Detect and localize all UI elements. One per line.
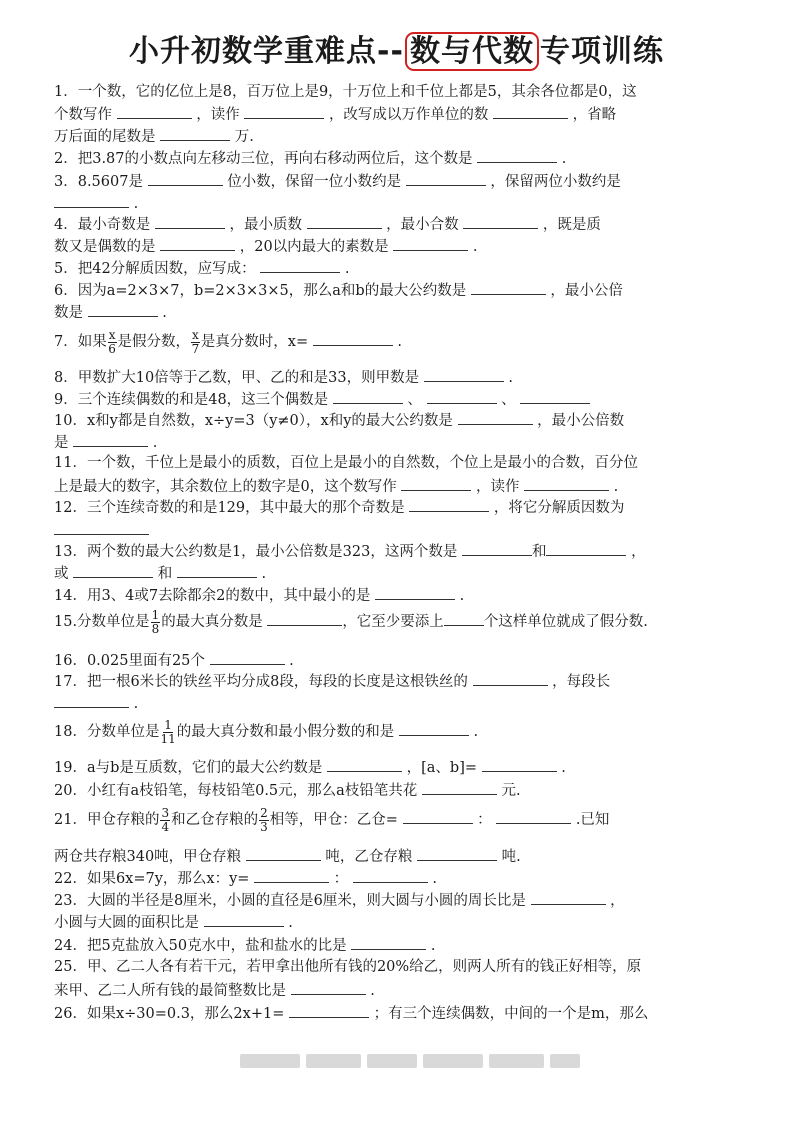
question-20: 20．小红有a枝铅笔，每枝铅笔0.5元，那么a枝铅笔共花 元. (54, 779, 766, 803)
question-14: 14．用3、4或7去除都余2的数中，其中最小的是 . (54, 584, 766, 608)
answer-blank[interactable] (471, 279, 546, 295)
answer-blank[interactable] (267, 610, 342, 626)
title-right: 专项训练 (539, 34, 664, 69)
answer-blank[interactable] (520, 388, 590, 404)
answer-blank[interactable] (88, 301, 158, 317)
question-1-line-1: 1．一个数，它的亿位上是8，百万位上是9，十万位上和千位上都是5，其余各位都是0，这 (54, 84, 637, 100)
answer-blank[interactable] (463, 213, 538, 229)
answer-blank[interactable] (260, 257, 340, 273)
question-26: 26．如果x÷30=0.3，那么2x+1= ；有三个连续偶数，中间的一个是m，那么 (54, 1002, 766, 1026)
question-1-line-3: 万后面的尾数是 万. (54, 125, 766, 149)
answer-blank[interactable] (524, 475, 609, 491)
question-13-line-2: 或 和 . (54, 562, 766, 586)
answer-blank[interactable] (160, 235, 235, 251)
question-25-line-2: 来甲、乙二人所有钱的最简整数比是 . (54, 979, 766, 1003)
answer-blank[interactable] (289, 1002, 369, 1018)
answer-blank[interactable] (210, 649, 285, 665)
answer-blank[interactable] (307, 213, 382, 229)
question-25-line-1: 25．甲、乙二人各有若干元，若甲拿出他所有钱的20%给乙，则两人所有的钱正好相等，原 (54, 959, 642, 975)
answer-blank[interactable] (155, 213, 225, 229)
answer-blank[interactable] (351, 934, 426, 950)
question-5: 5．把42分解质因数，应写成： . (54, 257, 766, 281)
answer-blank[interactable] (353, 867, 428, 883)
question-23-line-2: 小圆与大圆的面积比是 . (54, 911, 766, 935)
answer-blank[interactable] (327, 756, 402, 772)
fraction-1-over-11: $\frac{1}{11}$ (160, 717, 176, 746)
answer-blank[interactable] (444, 610, 484, 626)
question-18: 18．分数单位是 $\frac{1}{11}$ 的最大真分数和最小假分数的和是 . (54, 717, 479, 746)
answer-blank[interactable] (403, 808, 473, 824)
page-title (0, 26, 793, 70)
title-left: 小升初数学重难点-- (129, 34, 404, 69)
answer-blank[interactable] (244, 103, 324, 119)
question-3-line-2: . (54, 192, 766, 216)
fraction-1-over-8: $\frac{1}{8}$ (151, 607, 160, 636)
question-16: 16．0.025里面有25个 . (54, 649, 766, 673)
question-21-line-2: 两仓共存粮340吨，甲仓存粮 吨，乙仓存粮 吨. (54, 845, 766, 869)
question-3-line-1: 3．8.5607是 位小数，保留一位小数约是 ，保留两位小数约是 (54, 170, 766, 194)
question-4-line-1: 4．最小奇数是 ，最小质数 ，最小合数 ，既是质 (54, 213, 766, 237)
answer-blank[interactable] (493, 103, 568, 119)
title-boxed-topic: 数与代数 (405, 32, 539, 71)
answer-blank[interactable] (482, 756, 557, 772)
answer-blank[interactable] (409, 496, 489, 512)
answer-blank[interactable] (422, 779, 497, 795)
answer-blank[interactable] (148, 170, 223, 186)
answer-blank[interactable] (417, 845, 497, 861)
question-8: 8．甲数扩大10倍等于乙数，甲、乙的和是33，则甲数是 . (54, 366, 766, 390)
answer-blank[interactable] (73, 431, 148, 447)
answer-blank[interactable] (546, 540, 626, 556)
blurred-footer-watermark (240, 1054, 580, 1068)
question-22: 22．如果6x=7y，那么x：y= ： . (54, 867, 766, 891)
fraction-x-over-7: $\frac{x}{7}$ (191, 327, 200, 356)
answer-blank[interactable] (427, 388, 497, 404)
answer-blank[interactable] (477, 147, 557, 163)
fraction-x-over-6: $\frac{x}{6}$ (108, 327, 116, 356)
answer-blank[interactable] (424, 366, 504, 382)
question-21-line-1: 21．甲仓存粮的 $\frac{3}{4}$ 和乙仓存粮的 $\frac{2}{3}$ 相等，甲仓：乙仓= ： .已知 (54, 805, 610, 834)
answer-blank[interactable] (246, 845, 321, 861)
answer-blank[interactable] (496, 808, 571, 824)
answer-blank[interactable] (333, 388, 403, 404)
answer-blank[interactable] (160, 125, 230, 141)
question-6-line-1: 6．因为a=2×3×7，b=2×3×3×5，那么a和b的最大公约数是 ，最小公倍 (54, 279, 766, 303)
question-4-line-2: 数又是偶数的是 ，20以内最大的素数是 . (54, 235, 766, 259)
question-17-line-1: 17．把一根6米长的铁丝平均分成8段，每段的长度是这根铁丝的 ，每段长 (54, 670, 766, 694)
question-7: 7．如果 $\frac{x}{6}$ 是假分数， $\frac{x}{7}$ 是真分数时，x= . (54, 327, 402, 356)
question-19: 19．a与b是互质数，它们的最大公约数是 ，[a、b]= . (54, 756, 766, 780)
answer-blank[interactable] (458, 409, 533, 425)
question-23-line-1: 23．大圆的半径是8厘米，小圆的直径是6厘米，则大圆与小圆的周长比是 ， (54, 889, 766, 913)
question-15: 15.分数单位是 $\frac{1}{8}$ 的最大真分数是 ，它至少要添上 个这样单位就成了假分数. (54, 607, 648, 636)
question-11-line-2: 上是最大的数字，其余数位上的数字是0，这个数写作 ，读作 . (54, 475, 766, 499)
answer-blank[interactable] (177, 562, 257, 578)
answer-blank[interactable] (54, 192, 129, 208)
answer-blank[interactable] (531, 889, 606, 905)
question-17-line-2: . (54, 692, 766, 716)
question-12-line-1: 12．三个连续奇数的和是129，其中最大的那个奇数是 ，将它分解质因数为 (54, 496, 766, 520)
answer-blank[interactable] (401, 475, 471, 491)
answer-blank[interactable] (313, 330, 393, 346)
answer-blank[interactable] (462, 540, 532, 556)
fraction-3-over-4: $\frac{3}{4}$ (161, 805, 170, 834)
answer-blank[interactable] (117, 103, 192, 119)
answer-blank[interactable] (54, 519, 149, 535)
answer-blank[interactable] (393, 235, 468, 251)
question-9: 9．三个连续偶数的和是48，这三个偶数是 、 、 (54, 388, 766, 412)
answer-blank[interactable] (54, 692, 129, 708)
question-1-line-2: 个数写作 ，读作 ，改写成以万作单位的数 ，省略 (54, 103, 766, 127)
fraction-2-over-3: $\frac{2}{3}$ (260, 805, 268, 834)
answer-blank[interactable] (375, 584, 455, 600)
question-10-line-1: 10．x和y都是自然数，x÷y=3（y≠0），x和y的最大公约数是 ，最小公倍数 (54, 409, 766, 433)
question-13-line-1: 13．两个数的最大公约数是1，最小公倍数是323，这两个数是 和 ， (54, 540, 766, 564)
answer-blank[interactable] (406, 170, 486, 186)
question-10-line-2: 是 . (54, 431, 766, 455)
answer-blank[interactable] (473, 670, 548, 686)
answer-blank[interactable] (204, 911, 284, 927)
question-2: 2．把3.87的小数点向左移动三位，再向右移动两位后，这个数是 . (54, 147, 766, 171)
question-11-line-1: 11．一个数，千位上是最小的质数，百位上是最小的自然数，个位上是最小的合数，百分位 (54, 455, 638, 471)
answer-blank[interactable] (73, 562, 153, 578)
answer-blank[interactable] (399, 720, 469, 736)
question-6-line-2: 数是 . (54, 301, 766, 325)
question-12-line-2 (54, 519, 766, 543)
answer-blank[interactable] (254, 867, 329, 883)
question-24: 24．把5克盐放入50克水中，盐和盐水的比是 . (54, 934, 766, 958)
answer-blank[interactable] (291, 979, 366, 995)
